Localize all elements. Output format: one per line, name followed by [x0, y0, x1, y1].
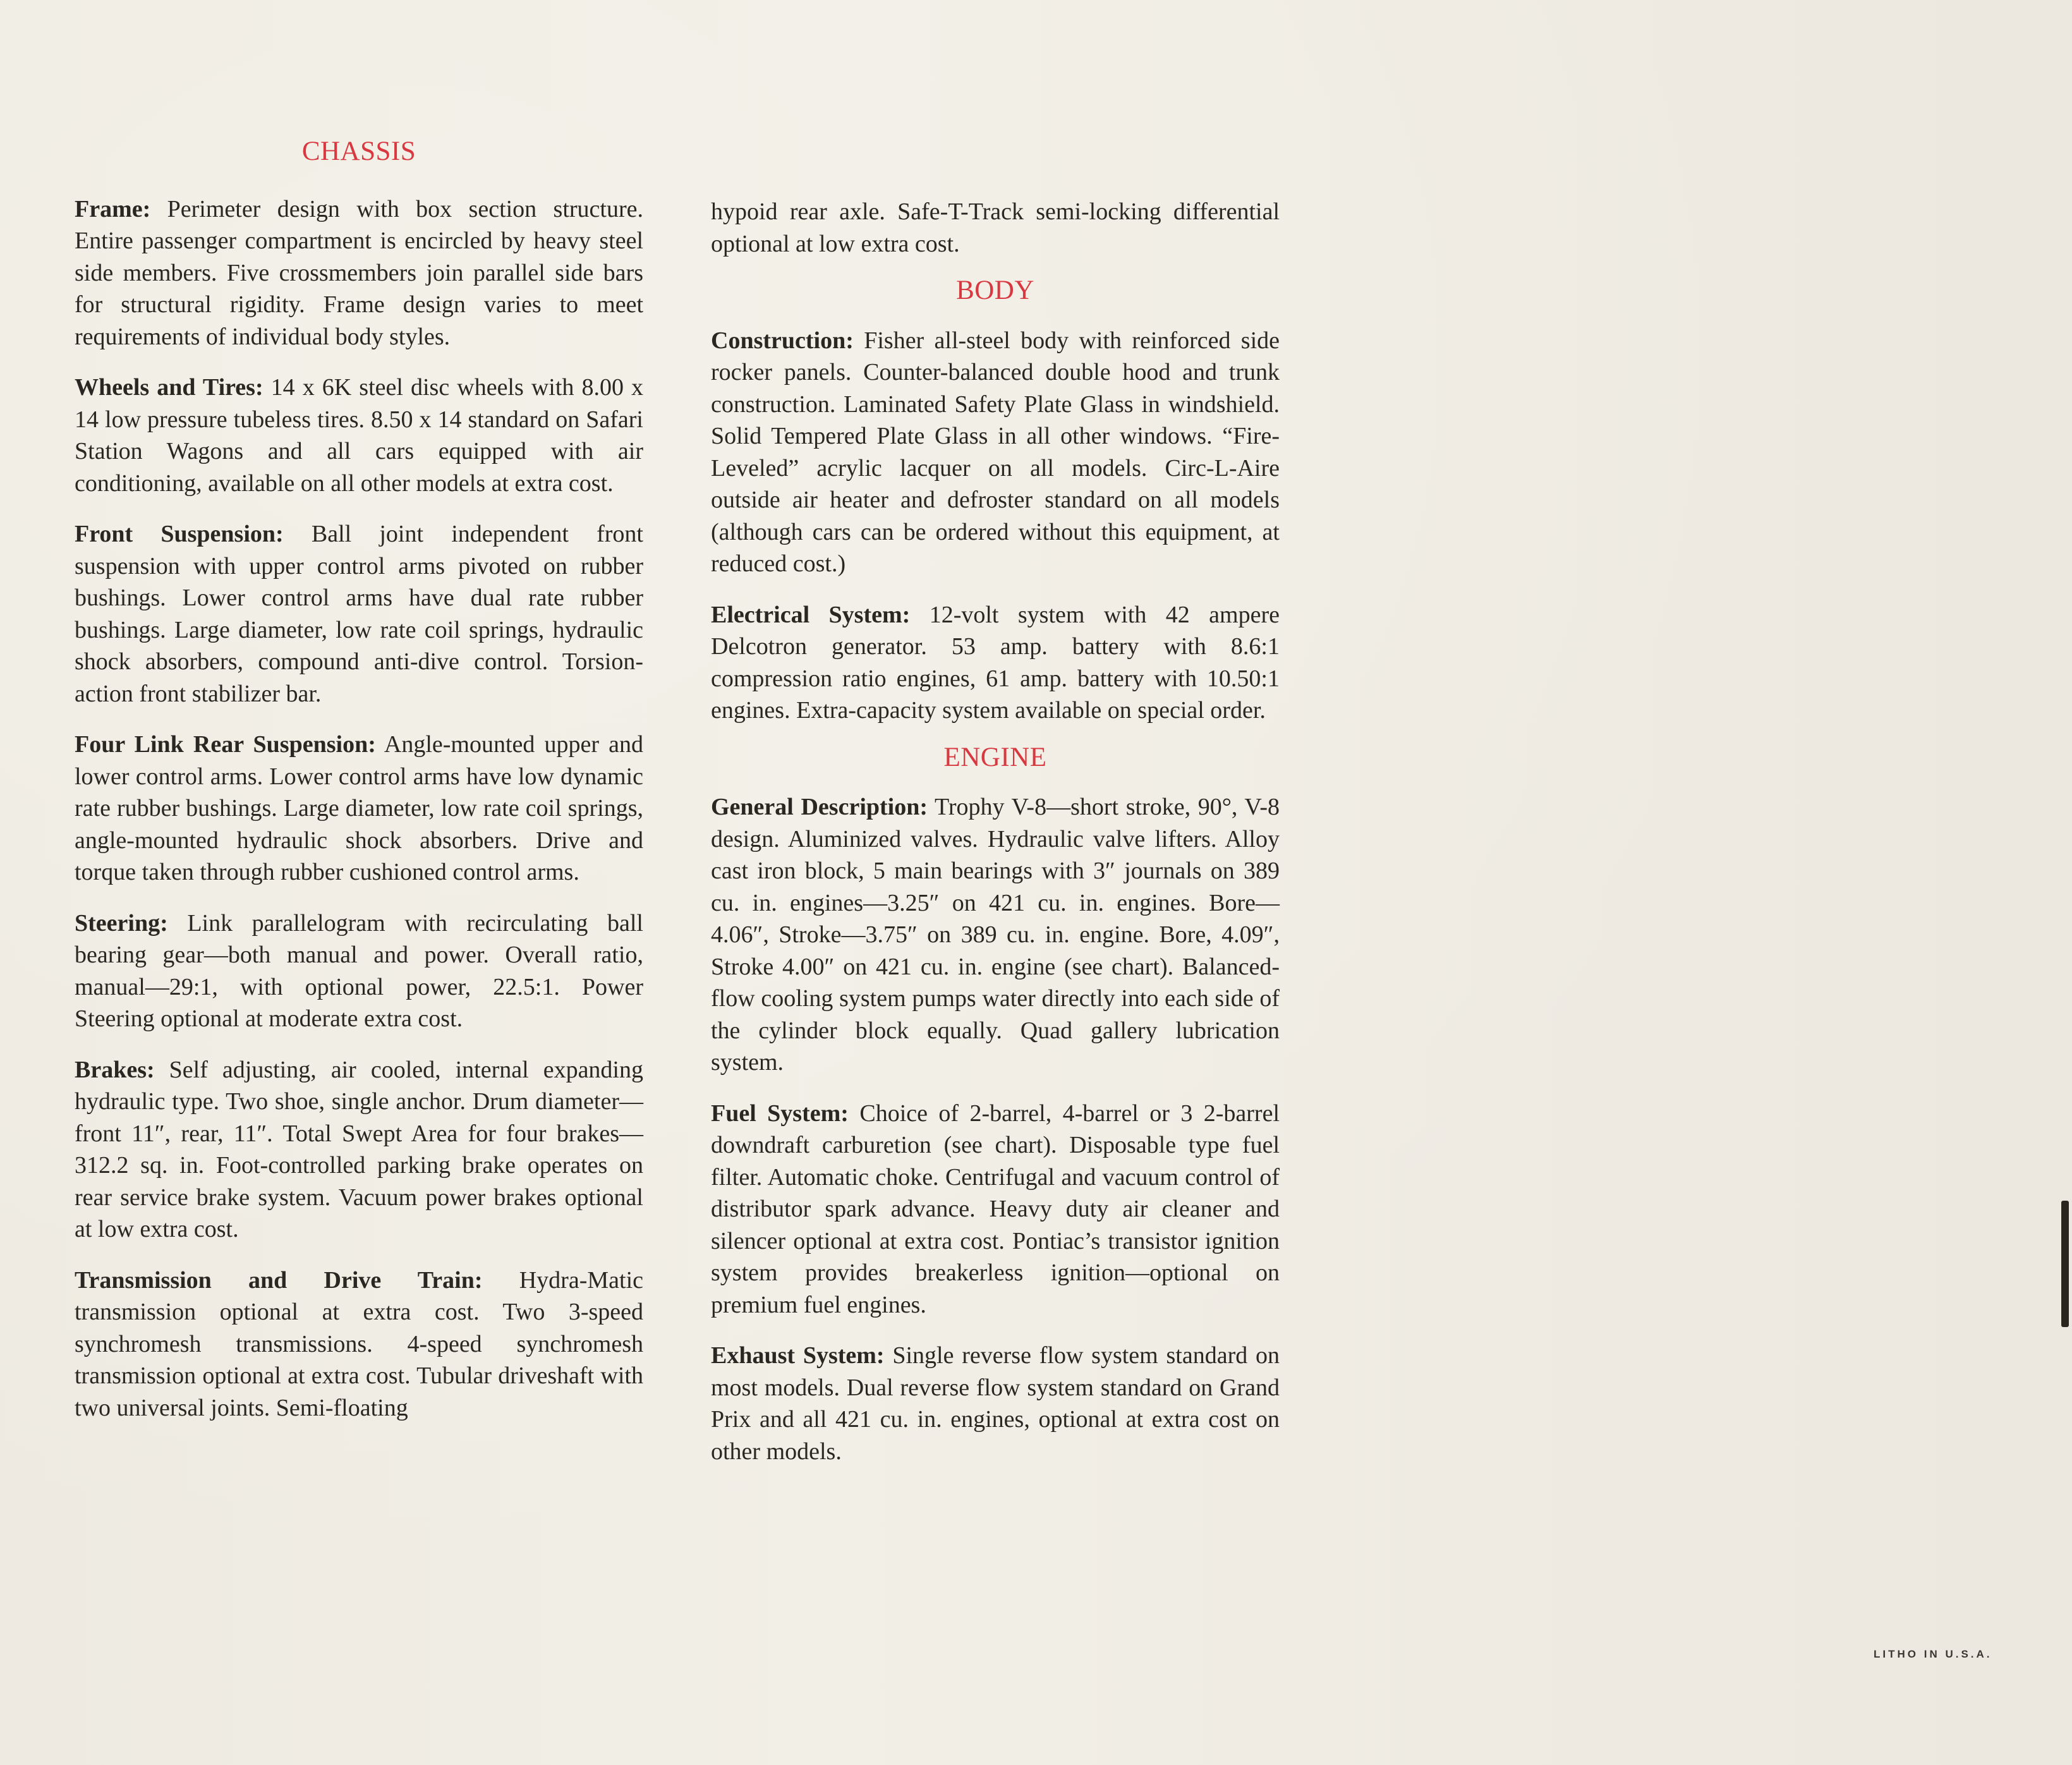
- continued-text: hypoid rear axle. Safe-T-Track semi-locking differential optional at low extra cost.: [711, 198, 1280, 257]
- spec-wheels-tires: [75, 372, 643, 499]
- spec-label: General Description:: [711, 794, 928, 820]
- spec-text: Self adjusting, air cooled, internal expanding hydraulic type. Two shoe, single anchor. Drum diameter—front 11″, rear, 11″. Total Swept Area for four brakes—312.2 sq. in. Foot-controlled parking brake operates on rear service brake system. Vacuum power brakes optional at low extra cost.: [75, 1056, 643, 1242]
- spec-text: Perimeter design with box section structure. Entire passenger compartment is encircled by heavy steel side members. Five crossmembers join parallel side bars for structural rigidity. Frame design varies to meet requirements of individual body styles.: [75, 195, 643, 350]
- chassis-heading: CHASSIS: [301, 136, 416, 166]
- right-column: [711, 196, 1280, 1486]
- spec-label: Transmission and Drive Train:: [75, 1266, 483, 1294]
- spec-front-suspension: [75, 518, 643, 710]
- spec-general-description: [711, 791, 1280, 1079]
- spec-rear-suspension: [75, 729, 643, 889]
- spec-construction: [711, 325, 1280, 580]
- spec-steering: [75, 907, 643, 1035]
- spec-text: Choice of 2-barrel, 4-barrel or 3 2-barrel downdraft carburetion (see chart). Disposable type fuel filter. Automatic choke. Centrifugal and vacuum control of distributor spark advance. Heavy duty air cleaner and silencer optional at extra cost. Pontiac’s transistor ignition system provides breakerless ignition—optional on premium fuel engines.: [711, 1100, 1280, 1318]
- spec-label: Electrical System:: [711, 601, 911, 628]
- spec-label: Four Link Rear Suspension:: [75, 731, 376, 758]
- spec-electrical: [711, 599, 1280, 727]
- spec-label: Exhaust System:: [711, 1342, 885, 1369]
- spec-label: Brakes:: [75, 1056, 155, 1083]
- spec-text: Angle-mounted upper and lower control arms. Lower control arms have low dynamic rate rubber bushings. Large diameter, low rate coil springs, angle-mounted hydraulic shock absorbers. Drive and torque taken through rubber cushioned control arms.: [75, 731, 643, 885]
- spec-label: Wheels and Tires:: [75, 374, 264, 401]
- spec-exhaust-system: [711, 1340, 1280, 1467]
- spec-text: 14 x 6K steel disc wheels with 8.00 x 14 low pressure tubeless tires. 8.50 x 14 standard on Safari Station Wagons and all cars equipped with air conditioning, available on all other models at extra cost.: [75, 374, 644, 497]
- spec-label: Steering:: [75, 909, 168, 937]
- left-column: [75, 130, 643, 1443]
- spec-label: Frame:: [75, 195, 151, 222]
- spec-fuel-system: [711, 1098, 1280, 1321]
- spec-text: Link parallelogram with recirculating ball bearing gear—both manual and power. Overall ratio, manual—29:1, with optional power, 22.5:1. Power Steering optional at moderate extra cost.: [75, 909, 643, 1032]
- binding-edge-mark: [2061, 1201, 2069, 1327]
- spec-text: Trophy V-8—short stroke, 90°, V-8 design. Aluminized valves. Hydraulic valve lifters. Alloy cast iron block, 5 main bearings with 3″ journals on 389 cu. in. engines—3.25″ on 421 cu. in. engines. Bore—4.06″, Stroke—3.75″ on 389 cu. in. engine. Bore, 4.09″, Stroke 4.00″ on 421 cu. in. engine (see chart). Balanced-flow cooling system pumps water directly into each side of the cylinder block equally. Quad gallery lubrication system.: [711, 794, 1280, 1076]
- spec-label: Fuel System:: [711, 1100, 849, 1127]
- spec-text: 12-volt system with 42 ampere Delcotron generator. 53 amp. battery with 8.6:1 compression ratio engines, 61 amp. battery with 10.50:1 engines. Extra-capacity system available on special order.: [711, 601, 1280, 724]
- spec-text: Fisher all-steel body with reinforced side rocker panels. Counter-balanced double hood and trunk construction. Laminated Safety Plate Glass in windshield. Solid Tempered Plate Glass in all other windows. “Fire-Leveled” acrylic lacquer on all models. Circ-L-Aire outside air heater and defroster standard on all models (although cars can be ordered without this equipment, at reduced cost.): [711, 327, 1280, 577]
- spec-transmission: [75, 1265, 643, 1424]
- litho-footer: LITHO IN U.S.A.: [1874, 1648, 1992, 1660]
- spec-label: Construction:: [711, 327, 854, 354]
- spec-text: Ball joint independent front suspension with upper control arms pivoted on rubber bushings. Lower control arms have dual rate rubber bushings. Large diameter, low rate coil springs, hydraulic shock absorbers, compound anti-dive control. Torsion-action front stabilizer bar.: [75, 521, 643, 707]
- body-heading: BODY: [956, 276, 1034, 305]
- spec-text: Hydra-Matic transmission optional at extra cost. Two 3-speed synchromesh transmissions. 4-speed synchromesh transmission optional at extra cost. Tubular driveshaft with two universal joints. Semi-floating: [75, 1266, 643, 1421]
- engine-heading: ENGINE: [943, 742, 1047, 772]
- spec-frame: [75, 193, 643, 353]
- spec-label: Front Suspension:: [75, 521, 284, 547]
- spec-text: Single reverse flow system standard on most models. Dual reverse flow system standard on Grand Prix and all 421 cu. in. engines, optional at extra cost on other models.: [711, 1342, 1280, 1465]
- spec-brakes: [75, 1054, 643, 1246]
